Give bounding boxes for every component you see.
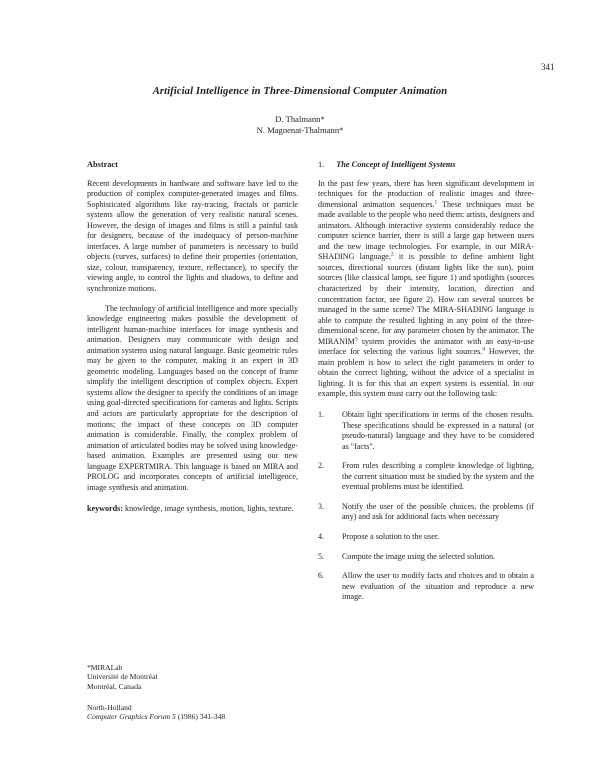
- footnote-line-2: Université de Montréal: [87, 672, 158, 682]
- footnote-ref-2: 2: [390, 251, 394, 258]
- p1-part-e: However, the main problem is how to select the right parameters in order to obtain the correct lighting, without the advice of a specialist in lighting. It is for this that an expert system is essential. In our example, this system must carry out the following task:: [318, 347, 534, 399]
- task-number: 5.: [318, 551, 325, 561]
- keywords-text: knowledge, image synthesis, motion, lights, texture.: [125, 504, 294, 514]
- task-item: [318, 410, 534, 452]
- task-list: [318, 410, 534, 603]
- task-text: Propose a solution to the user.: [342, 531, 440, 541]
- affiliation-footnote: [87, 663, 297, 691]
- task-number: 3.: [318, 501, 325, 511]
- task-item: [318, 552, 534, 563]
- footnote-ref-4: 4: [482, 346, 486, 353]
- footnote-ref-1: 1: [434, 198, 438, 205]
- task-number: 4.: [318, 531, 325, 541]
- right-column: [318, 160, 534, 612]
- abstract-heading: Abstract: [87, 160, 118, 169]
- task-number: 2.: [318, 461, 325, 471]
- p1-part-c: it is possible to define ambient light sources, directional sources (distant lights like the sun), point sources (like classical lamps, see figure 1) and spotlights (sources characterized by their intensity, location, direction and concentration factor, see figure 2). How can several sources be managed in the same scene? The MIRA-SHADING language is able to compute the resulted lighting in any point of the three-dimensional scene, for any parameter chosen by the animator. The MIRANIM: [318, 252, 534, 346]
- citation-range: (1986) 341-348: [177, 712, 226, 722]
- publisher: North-Holland: [87, 703, 132, 712]
- author-2: N. Magnenat-Thalmann*: [256, 125, 344, 135]
- p1-part-a: In the past few years, there has been significant development in techniques for the production of realistic images and three-dimensional animation sequences.: [318, 178, 534, 209]
- section-1-paragraph: [318, 179, 534, 400]
- footnote-line-1: *MIRALab: [87, 663, 123, 672]
- left-column: [87, 160, 298, 515]
- task-number: 1.: [318, 410, 325, 420]
- task-text: Obtain light specifications in terms of the chosen results. These specifications should be expressed in a natural (or pseudo-natural) language and they have to be considered as "facts".: [342, 410, 534, 451]
- p1-part-d: system provides the animator with an easy-to-use interface for selecting the various light sources.: [318, 336, 534, 357]
- author-1: D. Thalmann*: [275, 114, 325, 124]
- keywords-label: keywords:: [87, 504, 123, 514]
- authors: [0, 114, 600, 136]
- abstract-paragraph-2: The technology of artificial intelligence and more specially knowledge engineering makes possible the development of intelligent human-machine interfaces for image synthesis and animation. Designers may communicate with design and animation systems using natural language. Basic geometric rules may be given to the computer, making it an expert in 3D geometric modeling. Languages based on the concept of frame simplify the intelligent description of complex objects. Expert systems allow the designer to specify the conditions of an image using goal-directed specifications for cameras and lights. Scripts and actors are particularly appropriate for the description of motions; the impact of these concepts on 3D computer animation is considerable. Finally, the complex problem of animation of articulated bodies may be solved using knowledge-based animation. Examples are presented using our new language EXPERTMIRA. This language is based on MIRA and PROLOG and incorporates concepts of artificial intelligence, image synthesis and animation.: [87, 303, 298, 492]
- section-1-heading: [318, 160, 534, 171]
- task-text: Compute the image using the selected solution.: [342, 551, 496, 561]
- section-1-number: 1.: [318, 160, 325, 169]
- journal-citation: [87, 712, 387, 721]
- section-1-title: The Concept of Intelligent Systems: [336, 160, 456, 169]
- task-text: From rules describing a complete knowledge of lighting, the current situation must be studied by the system and the eventual problems must be identified.: [342, 461, 534, 492]
- task-item: [318, 532, 534, 543]
- page-number: 341: [541, 62, 555, 72]
- p1-part-b: These techniques must be made available to the people who need them: artists, designers and animators. Although interactive systems considerably reduce the computer science barrier, there is still a large gap between users and the new image technologies. For example, in our MIRA-SHADING language,: [318, 199, 535, 262]
- publication-footer: [87, 703, 387, 722]
- paper-title: Artificial Intelligence in Three-Dimensional Computer Animation: [152, 86, 448, 97]
- task-item: [318, 571, 534, 603]
- abstract-paragraph-1: Recent developments in hardware and software have led to the production of complex computer-generated images and films. Sophisticated algorithms like ray-tracing, fractals or particle systems allow the generation of very realistic natural scenes. However, the design of images and films is still a painful task for designers, because of the inadequacy of person-machine interfaces. A large number of parameters is necessary to build objects (curves, surfaces) to define their properties (orientation, size, colour, transparency, texture, reflectance), to specify the viewing angle, to control the lights and shadows, to define and synchronize motions.: [87, 178, 298, 294]
- task-text: Notify the user of the possible choices, the problems (if any) and ask for additional facts when necessary: [342, 501, 534, 522]
- keywords: [87, 504, 298, 515]
- task-item: [318, 502, 534, 523]
- task-text: Allow the user to modify facts and choices and to obtain a new evaluation of the situation and reproduce a new image.: [342, 571, 534, 602]
- task-number: 6.: [318, 571, 325, 581]
- task-item: [318, 461, 534, 493]
- footnote-line-3: Montréal, Canada: [87, 681, 142, 691]
- journal-name: Computer Graphics Forum 5: [87, 712, 176, 722]
- footnote-ref-3: 3: [354, 336, 358, 343]
